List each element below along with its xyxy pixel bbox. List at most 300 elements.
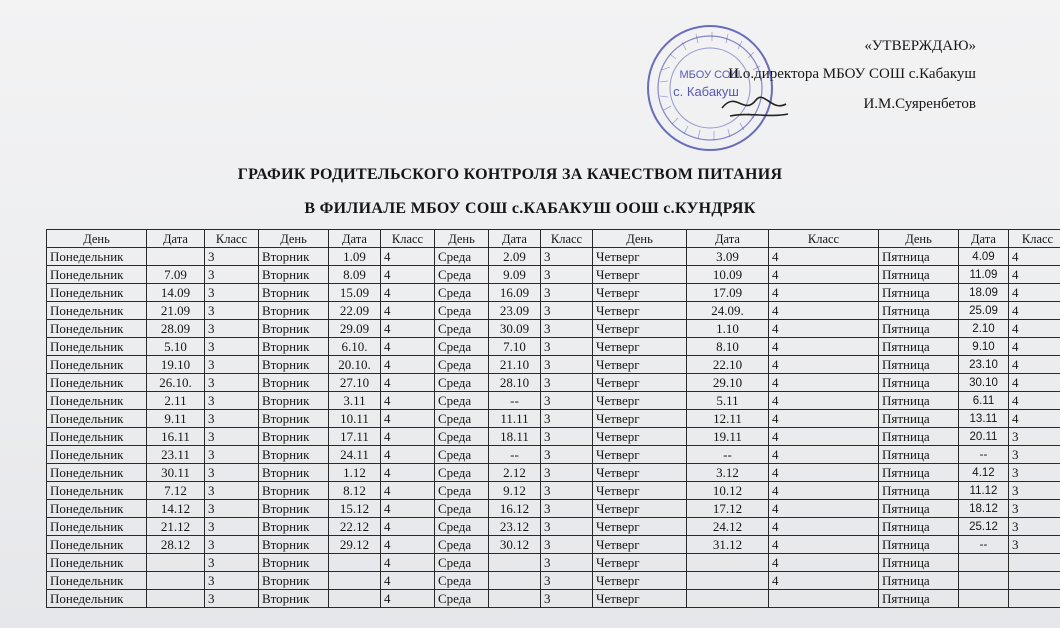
class-cell: 4 bbox=[1009, 392, 1060, 410]
date-cell: 30.09 bbox=[489, 320, 541, 338]
day-cell: Вторник bbox=[259, 428, 329, 446]
class-cell: 4 bbox=[769, 518, 879, 536]
date-cell: 7.12 bbox=[147, 482, 205, 500]
day-cell: Вторник bbox=[259, 500, 329, 518]
class-cell: 4 bbox=[769, 500, 879, 518]
class-cell: 3 bbox=[541, 410, 593, 428]
date-cell: 24.11 bbox=[329, 446, 381, 464]
date-cell: 8.10 bbox=[687, 338, 769, 356]
date-cell bbox=[959, 590, 1009, 608]
table-row bbox=[47, 572, 1060, 590]
class-cell: 4 bbox=[381, 572, 435, 590]
day-cell: Среда bbox=[435, 392, 489, 410]
class-cell: 4 bbox=[381, 284, 435, 302]
class-cell: 4 bbox=[381, 428, 435, 446]
date-cell: 29.10 bbox=[687, 374, 769, 392]
date-cell: 28.10 bbox=[489, 374, 541, 392]
day-cell: Понедельник bbox=[47, 536, 147, 554]
date-cell bbox=[147, 554, 205, 572]
day-cell: Понедельник bbox=[47, 590, 147, 608]
table-row bbox=[47, 284, 1060, 302]
date-cell: -- bbox=[687, 446, 769, 464]
date-cell: 15.12 bbox=[329, 500, 381, 518]
day-cell: Пятница bbox=[879, 356, 959, 374]
class-cell: 3 bbox=[541, 590, 593, 608]
day-cell: Четверг bbox=[593, 572, 687, 590]
day-cell: Среда bbox=[435, 572, 489, 590]
date-cell: 10.09 bbox=[687, 266, 769, 284]
class-cell: 4 bbox=[381, 392, 435, 410]
document-title-line1: ГРАФИК РОДИТЕЛЬСКОГО КОНТРОЛЯ ЗА КАЧЕСТВОМ ПИТАНИЯ bbox=[237, 166, 783, 183]
class-cell: 3 bbox=[1009, 446, 1060, 464]
class-cell: 3 bbox=[205, 572, 259, 590]
schedule-table bbox=[46, 229, 1060, 608]
day-cell: Четверг bbox=[593, 500, 687, 518]
class-cell: 3 bbox=[205, 338, 259, 356]
date-cell: 28.12 bbox=[147, 536, 205, 554]
column-header: Дата bbox=[489, 230, 541, 248]
date-cell: 24.12 bbox=[687, 518, 769, 536]
class-cell: 4 bbox=[381, 446, 435, 464]
date-cell: 22.12 bbox=[329, 518, 381, 536]
class-cell bbox=[1009, 590, 1060, 608]
class-cell: 4 bbox=[769, 464, 879, 482]
class-cell: 3 bbox=[541, 572, 593, 590]
date-cell: 24.09. bbox=[687, 302, 769, 320]
date-cell: 4.09 bbox=[959, 248, 1009, 266]
date-cell: 30.11 bbox=[147, 464, 205, 482]
day-cell: Понедельник bbox=[47, 320, 147, 338]
day-cell: Вторник bbox=[259, 338, 329, 356]
day-cell: Среда bbox=[435, 482, 489, 500]
day-cell: Четверг bbox=[593, 428, 687, 446]
class-cell: 4 bbox=[1009, 410, 1060, 428]
date-cell bbox=[959, 572, 1009, 590]
class-cell: 4 bbox=[769, 428, 879, 446]
class-cell: 3 bbox=[541, 428, 593, 446]
class-cell: 3 bbox=[205, 464, 259, 482]
day-cell: Среда bbox=[435, 374, 489, 392]
day-cell: Пятница bbox=[879, 536, 959, 554]
table-row bbox=[47, 356, 1060, 374]
date-cell: 1.09 bbox=[329, 248, 381, 266]
date-cell: 2.11 bbox=[147, 392, 205, 410]
day-cell: Понедельник bbox=[47, 374, 147, 392]
day-cell: Вторник bbox=[259, 302, 329, 320]
day-cell: Понедельник bbox=[47, 248, 147, 266]
day-cell: Вторник bbox=[259, 536, 329, 554]
day-cell: Вторник bbox=[259, 482, 329, 500]
day-cell: Понедельник bbox=[47, 338, 147, 356]
date-cell: 19.10 bbox=[147, 356, 205, 374]
date-cell: 16.09 bbox=[489, 284, 541, 302]
class-cell: 3 bbox=[541, 356, 593, 374]
day-cell: Понедельник bbox=[47, 500, 147, 518]
date-cell: 6.11 bbox=[959, 392, 1009, 410]
date-cell: 16.12 bbox=[489, 500, 541, 518]
date-cell: 23.10 bbox=[959, 356, 1009, 374]
table-row bbox=[47, 428, 1060, 446]
day-cell: Среда bbox=[435, 338, 489, 356]
date-cell: 11.12 bbox=[959, 482, 1009, 500]
day-cell: Пятница bbox=[879, 284, 959, 302]
class-cell: 3 bbox=[541, 482, 593, 500]
class-cell: 4 bbox=[381, 500, 435, 518]
class-cell: 4 bbox=[769, 482, 879, 500]
day-cell: Вторник bbox=[259, 572, 329, 590]
date-cell: 8.09 bbox=[329, 266, 381, 284]
day-cell: Пятница bbox=[879, 392, 959, 410]
date-cell: 29.09 bbox=[329, 320, 381, 338]
class-cell: 3 bbox=[205, 590, 259, 608]
day-cell: Вторник bbox=[259, 266, 329, 284]
date-cell: 9.09 bbox=[489, 266, 541, 284]
date-cell bbox=[329, 590, 381, 608]
class-cell bbox=[1009, 554, 1060, 572]
date-cell: 14.09 bbox=[147, 284, 205, 302]
day-cell: Среда bbox=[435, 410, 489, 428]
day-cell: Среда bbox=[435, 464, 489, 482]
table-row bbox=[47, 590, 1060, 608]
class-cell: 4 bbox=[1009, 248, 1060, 266]
day-cell: Вторник bbox=[259, 392, 329, 410]
class-cell: 4 bbox=[769, 392, 879, 410]
date-cell: 17.11 bbox=[329, 428, 381, 446]
day-cell: Пятница bbox=[879, 410, 959, 428]
day-cell: Четверг bbox=[593, 284, 687, 302]
column-header: Дата bbox=[147, 230, 205, 248]
class-cell: 4 bbox=[769, 410, 879, 428]
class-cell: 4 bbox=[381, 302, 435, 320]
class-cell: 3 bbox=[541, 320, 593, 338]
date-cell bbox=[329, 554, 381, 572]
class-cell: 3 bbox=[205, 410, 259, 428]
column-header: Класс bbox=[205, 230, 259, 248]
day-cell: Пятница bbox=[879, 572, 959, 590]
class-cell: 4 bbox=[381, 410, 435, 428]
date-cell bbox=[147, 590, 205, 608]
class-cell: 3 bbox=[541, 392, 593, 410]
class-cell: 3 bbox=[205, 518, 259, 536]
date-cell: -- bbox=[489, 392, 541, 410]
stamp-center-text: МБОУ СОШ bbox=[679, 69, 741, 81]
class-cell: 3 bbox=[541, 302, 593, 320]
class-cell: 3 bbox=[541, 554, 593, 572]
date-cell: 7.10 bbox=[489, 338, 541, 356]
class-cell: 3 bbox=[541, 500, 593, 518]
date-cell: 26.10. bbox=[147, 374, 205, 392]
day-cell: Среда bbox=[435, 536, 489, 554]
date-cell bbox=[489, 572, 541, 590]
day-cell: Вторник bbox=[259, 248, 329, 266]
date-cell: 3.09 bbox=[687, 248, 769, 266]
approval-signer: И.М.Суяренбетов bbox=[863, 96, 976, 112]
day-cell: Среда bbox=[435, 500, 489, 518]
class-cell: 4 bbox=[769, 266, 879, 284]
day-cell: Вторник bbox=[259, 284, 329, 302]
day-cell: Вторник bbox=[259, 446, 329, 464]
date-cell: 25.12 bbox=[959, 518, 1009, 536]
class-cell: 4 bbox=[381, 356, 435, 374]
day-cell: Среда bbox=[435, 554, 489, 572]
date-cell bbox=[147, 572, 205, 590]
date-cell: 23.11 bbox=[147, 446, 205, 464]
date-cell: 17.09 bbox=[687, 284, 769, 302]
date-cell: 13.11 bbox=[959, 410, 1009, 428]
day-cell: Понедельник bbox=[47, 266, 147, 284]
date-cell: 18.12 bbox=[959, 500, 1009, 518]
class-cell: 4 bbox=[381, 464, 435, 482]
date-cell: 19.11 bbox=[687, 428, 769, 446]
table-row bbox=[47, 446, 1060, 464]
class-cell: 4 bbox=[381, 590, 435, 608]
date-cell: -- bbox=[959, 446, 1009, 464]
date-cell: 28.09 bbox=[147, 320, 205, 338]
column-header: День bbox=[593, 230, 687, 248]
day-cell: Среда bbox=[435, 356, 489, 374]
class-cell: 3 bbox=[541, 338, 593, 356]
column-header: Дата bbox=[687, 230, 769, 248]
day-cell: Четверг bbox=[593, 590, 687, 608]
day-cell: Понедельник bbox=[47, 464, 147, 482]
day-cell: Вторник bbox=[259, 518, 329, 536]
class-cell: 4 bbox=[769, 248, 879, 266]
day-cell: Пятница bbox=[879, 500, 959, 518]
day-cell: Понедельник bbox=[47, 302, 147, 320]
class-cell: 3 bbox=[1009, 518, 1060, 536]
date-cell: 9.10 bbox=[959, 338, 1009, 356]
day-cell: Четверг bbox=[593, 266, 687, 284]
class-cell: 3 bbox=[1009, 428, 1060, 446]
day-cell: Четверг bbox=[593, 338, 687, 356]
day-cell: Понедельник bbox=[47, 446, 147, 464]
date-cell: 9.12 bbox=[489, 482, 541, 500]
class-cell: 4 bbox=[381, 482, 435, 500]
date-cell: 27.10 bbox=[329, 374, 381, 392]
schedule-header-row bbox=[47, 230, 1060, 248]
class-cell: 4 bbox=[1009, 302, 1060, 320]
day-cell: Пятница bbox=[879, 374, 959, 392]
day-cell: Среда bbox=[435, 266, 489, 284]
date-cell: 22.09 bbox=[329, 302, 381, 320]
date-cell: 23.12 bbox=[489, 518, 541, 536]
table-row bbox=[47, 500, 1060, 518]
day-cell: Пятница bbox=[879, 428, 959, 446]
table-row bbox=[47, 320, 1060, 338]
day-cell: Пятница bbox=[879, 554, 959, 572]
date-cell: 7.09 bbox=[147, 266, 205, 284]
day-cell: Понедельник bbox=[47, 572, 147, 590]
table-row bbox=[47, 248, 1060, 266]
date-cell: 30.10 bbox=[959, 374, 1009, 392]
class-cell: 3 bbox=[1009, 500, 1060, 518]
class-cell: 4 bbox=[769, 356, 879, 374]
day-cell: Вторник bbox=[259, 374, 329, 392]
date-cell: 29.12 bbox=[329, 536, 381, 554]
day-cell: Четверг bbox=[593, 446, 687, 464]
date-cell bbox=[687, 572, 769, 590]
day-cell: Понедельник bbox=[47, 482, 147, 500]
column-header: Класс bbox=[769, 230, 879, 248]
class-cell: 3 bbox=[205, 356, 259, 374]
class-cell: 4 bbox=[1009, 374, 1060, 392]
date-cell bbox=[489, 590, 541, 608]
class-cell: 3 bbox=[1009, 482, 1060, 500]
day-cell: Вторник bbox=[259, 554, 329, 572]
date-cell: 22.10 bbox=[687, 356, 769, 374]
class-cell: 3 bbox=[541, 284, 593, 302]
date-cell: 3.11 bbox=[329, 392, 381, 410]
day-cell: Четверг bbox=[593, 554, 687, 572]
date-cell: 15.09 bbox=[329, 284, 381, 302]
date-cell: 8.12 bbox=[329, 482, 381, 500]
class-cell: 3 bbox=[205, 428, 259, 446]
class-cell: 3 bbox=[541, 536, 593, 554]
date-cell bbox=[687, 554, 769, 572]
column-header: Класс bbox=[541, 230, 593, 248]
date-cell bbox=[959, 554, 1009, 572]
class-cell: 3 bbox=[541, 374, 593, 392]
class-cell: 3 bbox=[205, 374, 259, 392]
date-cell: 3.12 bbox=[687, 464, 769, 482]
class-cell: 4 bbox=[381, 374, 435, 392]
stamp-village-text: с. Кабакуш bbox=[673, 84, 739, 99]
day-cell: Понедельник bbox=[47, 410, 147, 428]
date-cell: 1.10 bbox=[687, 320, 769, 338]
date-cell: 6.10. bbox=[329, 338, 381, 356]
class-cell: 4 bbox=[381, 338, 435, 356]
day-cell: Пятница bbox=[879, 446, 959, 464]
day-cell: Четверг bbox=[593, 482, 687, 500]
class-cell: 3 bbox=[205, 500, 259, 518]
column-header: День bbox=[259, 230, 329, 248]
class-cell: 4 bbox=[769, 338, 879, 356]
day-cell: Понедельник bbox=[47, 356, 147, 374]
day-cell: Пятница bbox=[879, 248, 959, 266]
class-cell: 3 bbox=[541, 464, 593, 482]
day-cell: Вторник bbox=[259, 320, 329, 338]
date-cell: 31.12 bbox=[687, 536, 769, 554]
class-cell: 3 bbox=[205, 284, 259, 302]
date-cell: 18.09 bbox=[959, 284, 1009, 302]
date-cell: 14.12 bbox=[147, 500, 205, 518]
date-cell: 10.11 bbox=[329, 410, 381, 428]
date-cell: 20.11 bbox=[959, 428, 1009, 446]
document-title-line2: В ФИЛИАЛЕ МБОУ СОШ с.КАБАКУШ ООШ с.КУНДРЯК bbox=[304, 200, 756, 217]
table-row bbox=[47, 392, 1060, 410]
day-cell: Четверг bbox=[593, 410, 687, 428]
day-cell: Четверг bbox=[593, 302, 687, 320]
date-cell bbox=[687, 590, 769, 608]
day-cell: Пятница bbox=[879, 464, 959, 482]
day-cell: Вторник bbox=[259, 410, 329, 428]
class-cell: 4 bbox=[381, 554, 435, 572]
date-cell: 21.12 bbox=[147, 518, 205, 536]
table-row bbox=[47, 536, 1060, 554]
table-row bbox=[47, 518, 1060, 536]
day-cell: Понедельник bbox=[47, 392, 147, 410]
day-cell: Пятница bbox=[879, 482, 959, 500]
day-cell: Пятница bbox=[879, 518, 959, 536]
class-cell: 4 bbox=[769, 536, 879, 554]
day-cell: Среда bbox=[435, 248, 489, 266]
date-cell: 11.11 bbox=[489, 410, 541, 428]
day-cell: Вторник bbox=[259, 356, 329, 374]
day-cell: Вторник bbox=[259, 590, 329, 608]
table-row bbox=[47, 374, 1060, 392]
class-cell: 4 bbox=[381, 320, 435, 338]
date-cell: 21.10 bbox=[489, 356, 541, 374]
class-cell: 3 bbox=[205, 536, 259, 554]
class-cell: 4 bbox=[1009, 338, 1060, 356]
day-cell: Пятница bbox=[879, 590, 959, 608]
column-header: Дата bbox=[329, 230, 381, 248]
class-cell: 3 bbox=[541, 266, 593, 284]
approval-label: «УТВЕРЖДАЮ» bbox=[864, 38, 976, 54]
class-cell: 3 bbox=[541, 518, 593, 536]
day-cell: Четверг bbox=[593, 536, 687, 554]
day-cell: Понедельник bbox=[47, 428, 147, 446]
date-cell bbox=[329, 572, 381, 590]
class-cell: 3 bbox=[205, 392, 259, 410]
day-cell: Вторник bbox=[259, 464, 329, 482]
class-cell: 4 bbox=[1009, 320, 1060, 338]
date-cell: -- bbox=[489, 446, 541, 464]
column-header: День bbox=[435, 230, 489, 248]
class-cell: 3 bbox=[541, 446, 593, 464]
day-cell: Пятница bbox=[879, 266, 959, 284]
date-cell: 11.09 bbox=[959, 266, 1009, 284]
table-row bbox=[47, 464, 1060, 482]
class-cell: 4 bbox=[769, 320, 879, 338]
date-cell: 2.09 bbox=[489, 248, 541, 266]
class-cell: 4 bbox=[1009, 356, 1060, 374]
date-cell: 18.11 bbox=[489, 428, 541, 446]
table-row bbox=[47, 410, 1060, 428]
stamp-seal-icon bbox=[640, 20, 790, 160]
date-cell: 2.12 bbox=[489, 464, 541, 482]
column-header: День bbox=[879, 230, 959, 248]
date-cell: 9.11 bbox=[147, 410, 205, 428]
official-stamp bbox=[640, 20, 790, 160]
table-row bbox=[47, 338, 1060, 356]
class-cell: 4 bbox=[769, 572, 879, 590]
class-cell: 3 bbox=[205, 320, 259, 338]
class-cell: 4 bbox=[1009, 284, 1060, 302]
date-cell: 5.10 bbox=[147, 338, 205, 356]
day-cell: Пятница bbox=[879, 320, 959, 338]
class-cell: 3 bbox=[205, 554, 259, 572]
column-header: Класс bbox=[1009, 230, 1060, 248]
day-cell: Среда bbox=[435, 302, 489, 320]
class-cell: 4 bbox=[381, 536, 435, 554]
table-row bbox=[47, 266, 1060, 284]
date-cell: 21.09 bbox=[147, 302, 205, 320]
day-cell: Среда bbox=[435, 590, 489, 608]
class-cell bbox=[769, 590, 879, 608]
date-cell bbox=[489, 554, 541, 572]
date-cell: 23.09 bbox=[489, 302, 541, 320]
schedule-body bbox=[47, 248, 1060, 608]
class-cell: 3 bbox=[205, 446, 259, 464]
class-cell: 3 bbox=[205, 266, 259, 284]
day-cell: Среда bbox=[435, 518, 489, 536]
day-cell: Понедельник bbox=[47, 284, 147, 302]
class-cell bbox=[1009, 572, 1060, 590]
approval-position: И.о.директора МБОУ СОШ с.Кабакуш bbox=[728, 66, 976, 82]
class-cell: 3 bbox=[205, 248, 259, 266]
table-row bbox=[47, 302, 1060, 320]
